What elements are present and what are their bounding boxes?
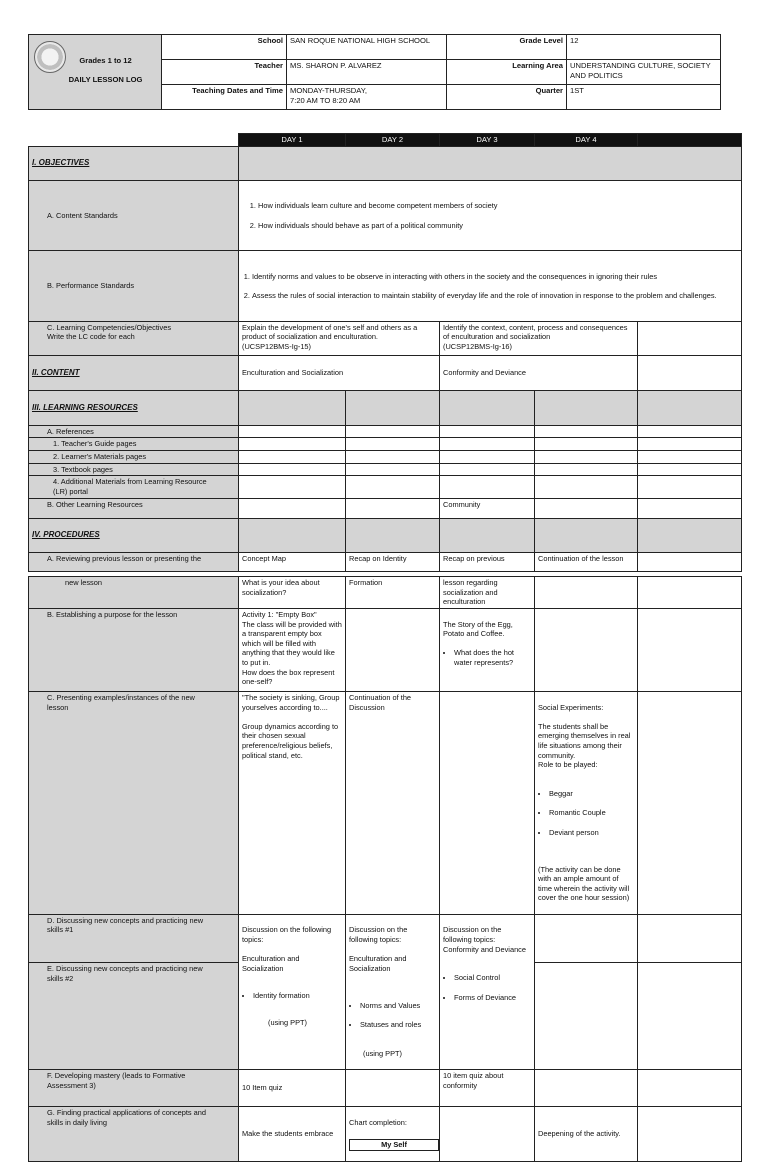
role-item: • Romantic Couple [549, 808, 634, 818]
lc-day12: Explain the development of one's self and others as a product of socialization and enculturation. (UCSP12BMS-Ig-15) [239, 321, 440, 355]
school-label: School [162, 35, 287, 60]
performance-standards-list [239, 251, 742, 321]
mastery-day1: 10 Item quiz [239, 1070, 346, 1107]
reviewing-day2-cont: Formation [346, 577, 440, 609]
textbook-pages-label: 3. Textbook pages [29, 463, 239, 476]
learners-materials-label: 2. Learner's Materials pages [29, 451, 239, 464]
teacher-value: MS. SHARON P. ALVAREZ [287, 60, 447, 85]
discussion-day1-bullet: • Identity formation [253, 991, 342, 1001]
examples-day1: "The society is sinking, Group yourselves according to.... Group dynamics according to their chosen sexual preference/religious beliefs, political stand, etc. [239, 691, 346, 914]
discussion-day3 [440, 914, 535, 1069]
discussion-day3-intro: Discussion on the following topics: Conformity and Deviance [443, 925, 526, 954]
purpose-day3-text: The Story of the Egg, Potato and Coffee. [443, 619, 513, 639]
examples-day4 [535, 691, 638, 914]
log-title-cell [29, 35, 162, 110]
practical-applications-label: G. Finding practical applications of concepts and skills in daily living [29, 1107, 239, 1162]
developing-mastery-label: F. Developing mastery (leads to Formative Assessment 3) [29, 1070, 239, 1107]
discussion-day3-bullet: • Social Control [454, 973, 531, 983]
grade-level-value: 12 [567, 35, 721, 60]
discussion-day1 [239, 914, 346, 1069]
role-item: • Beggar [549, 789, 634, 799]
reviewing-day3-cont: lesson regarding socialization and enculturation [440, 577, 535, 609]
examples-day4-intro: Social Experiments: The students shall be emerging themselves in real life situations among their community. Role to be played: [538, 702, 631, 770]
teachers-guide-label: 1. Teacher's Guide pages [29, 438, 239, 451]
teaching-dates-label: Teaching Dates and Time [162, 85, 287, 110]
discussing-skills2-label: E. Discussing new concepts and practicing new skills #2 [29, 962, 239, 1069]
applications-day2 [346, 1107, 440, 1162]
performance-standards-label: B. Performance Standards [29, 251, 239, 321]
reviewing-lesson-label: A. Reviewing previous lesson or presenting the [29, 552, 239, 571]
deped-seal-logo [34, 41, 66, 73]
lesson-table-page2 [28, 576, 742, 1162]
presenting-examples-label: C. Presenting examples/instances of the new lesson [29, 691, 239, 914]
quarter-value: 1ST [567, 85, 721, 110]
discussion-day2-tail: (using PPT) [363, 1048, 403, 1058]
reviewing-day3: Recap on previous [440, 552, 535, 571]
content-standards-list [239, 181, 742, 251]
content-standards-label: A. Content Standards [29, 181, 239, 251]
teaching-dates-value: MONDAY-THURSDAY, 7:20 AM TO 8:20 AM [287, 85, 447, 110]
learning-area-label: Learning Area [447, 60, 567, 85]
procedures-heading: IV. PROCEDURES [29, 518, 239, 552]
mastery-day3: 10 item quiz about conformity [440, 1070, 535, 1107]
reviewing-lesson-label-cont: new lesson [29, 577, 239, 609]
discussion-day2-bullet: • Statuses and roles [360, 1020, 436, 1030]
daily-lesson-log-label: DAILY LESSON LOG [68, 75, 143, 85]
discussion-day2-bullet: • Norms and Values [360, 1001, 436, 1011]
objectives-heading: I. OBJECTIVES [29, 147, 239, 181]
content-day12: Enculturation and Socialization [239, 355, 440, 390]
grade-level-label: Grade Level [447, 35, 567, 60]
discussion-day3-bullet: • Forms of Deviance [454, 993, 531, 1003]
applications-day4: Deepening of the activity. [535, 1107, 638, 1162]
discussion-day2-intro: Discussion on the following topics: Enculturation and Socialization [349, 925, 408, 973]
other-resources-day3: Community [440, 498, 535, 518]
header-table [28, 34, 721, 110]
quarter-label: Quarter [447, 85, 567, 110]
discussion-day1-tail: (using PPT) [268, 1018, 308, 1028]
reviewing-day4: Continuation of the lesson [535, 552, 638, 571]
teacher-label: Teacher [162, 60, 287, 85]
day1-header: DAY 1 [239, 134, 346, 147]
references-label: A. References [29, 425, 239, 438]
purpose-day1: Activity 1: "Empty Box" The class will be provided with a transparent empty box which will be filled with anything that they would like to put in. How does the box represent one-self? [239, 608, 346, 691]
my-self-chart-box: My Self [349, 1139, 439, 1151]
chart-completion-label: Chart completion: [349, 1117, 407, 1127]
purpose-day3 [440, 608, 535, 691]
content-heading: II. CONTENT [29, 355, 239, 390]
day2-header: DAY 2 [346, 134, 440, 147]
content-standard-item: 2. How individuals should behave as part of a political community [258, 221, 738, 231]
examples-day2: Continuation of the Discussion [346, 691, 440, 914]
discussing-skills1-label: D. Discussing new concepts and practicing new skills #1 [29, 914, 239, 962]
learning-resources-heading: III. LEARNING RESOURCES [29, 390, 239, 425]
performance-standard-item: 1. Identify norms and values to be observe in interacting with others in the society and the consequences in ignoring their rules [252, 272, 738, 282]
additional-materials-label: 4. Additional Materials from Learning Resource (LR) portal [29, 476, 239, 498]
lesson-table-page1 [28, 133, 742, 572]
day4-header: DAY 4 [535, 134, 638, 147]
discussion-day2 [346, 914, 440, 1069]
other-resources-label: B. Other Learning Resources [29, 498, 239, 518]
reviewing-day2: Recap on Identity [346, 552, 440, 571]
role-item: • Deviant person [549, 828, 634, 838]
grades-label: Grades 1 to 12 [79, 55, 132, 65]
discussion-day1-intro: Discussion on the following topics: Enculturation and Socialization [242, 925, 332, 973]
examples-day4-note: (The activity can be done with an ample amount of time wherein the activity will cover the one hour session) [538, 864, 630, 903]
performance-standard-item: 2. Assess the rules of social interaction to maintain stability of everyday life and the role of innovation in response to the problem and challenges. [252, 291, 738, 301]
lc-day34: Identify the context, content, process and consequences of enculturation and socialization (UCSP12BMS-Ig-16) [440, 321, 638, 355]
establishing-purpose-label: B. Establishing a purpose for the lesson [29, 608, 239, 691]
reviewing-day1-cont: What is your idea about socialization? [239, 577, 346, 609]
content-day34: Conformity and Deviance [440, 355, 638, 390]
content-standard-item: 1. How individuals learn culture and become competent members of society [258, 201, 738, 211]
applications-day1: Make the students embrace [239, 1107, 346, 1162]
learning-area-value: UNDERSTANDING CULTURE, SOCIETY AND POLITICS [567, 60, 721, 85]
day3-header: DAY 3 [440, 134, 535, 147]
reviewing-day1: Concept Map [239, 552, 346, 571]
learning-competencies-label: C. Learning Competencies/Objectives Write the LC code for each [29, 321, 239, 355]
school-value: SAN ROQUE NATIONAL HIGH SCHOOL [287, 35, 447, 60]
purpose-day3-bullet: • What does the hot water represents? [454, 648, 531, 667]
